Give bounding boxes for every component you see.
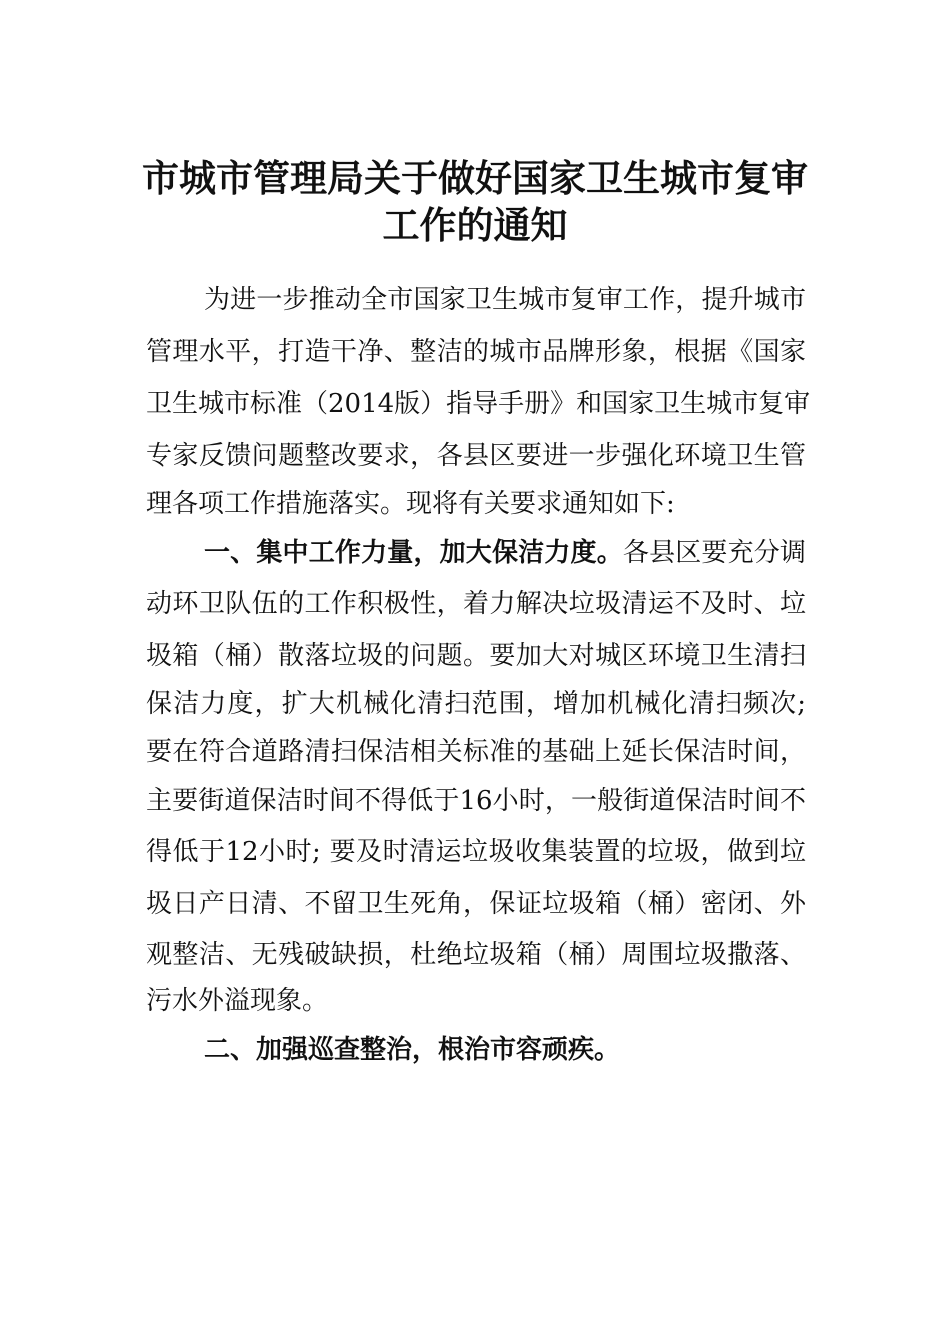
intro-line: 为进一步推动全市国家卫生城市复审工作，提升城市	[204, 285, 806, 315]
section1-line: 污水外溢现象。	[146, 986, 329, 1016]
document-title-line-2: 工作的通知	[382, 203, 568, 247]
section1-line: 观整洁、无残破缺损，杜绝垃圾箱（桶）周围垃圾撒落、	[146, 940, 806, 970]
section1-text: 各县区要充分调	[622, 538, 806, 568]
section1-line: 圾日产日清、不留卫生死角，保证垃圾箱（桶）密闭、外	[146, 889, 806, 919]
intro-line: 理各项工作措施落实。现将有关要求通知如下:	[146, 489, 675, 519]
section1-line: 圾箱（桶）散落垃圾的问题。要加大对城区环境卫生清扫	[146, 641, 806, 671]
section1-line: 主要街道保洁时间不得低于16小时，一般街道保洁时间不	[146, 786, 806, 816]
section1-heading: 一、集中工作力量，加大保洁力度。	[204, 538, 623, 568]
intro-line: 专家反馈问题整改要求，各县区要进一步强化环境卫生管	[146, 441, 806, 471]
section1-line: 动环卫队伍的工作积极性，着力解决垃圾清运不及时、垃	[146, 589, 806, 619]
section1-line: 要在符合道路清扫保洁相关标准的基础上延长保洁时间，	[146, 737, 806, 767]
intro-line: 卫生城市标准（2014版）指导手册》和国家卫生城市复审	[146, 389, 811, 419]
intro-line: 管理水平，打造干净、整洁的城市品牌形象，根据《国家	[146, 337, 806, 367]
section1-first-line	[204, 535, 806, 571]
document-title-line-1: 市城市管理局关于做好国家卫生城市复审	[142, 156, 808, 200]
section1-line: 保洁力度，扩大机械化清扫范围，增加机械化清扫频次;	[146, 689, 806, 719]
section1-line: 得低于12小时; 要及时清运垃圾收集装置的垃圾，做到垃	[146, 837, 806, 867]
section2-heading: 二、加强巡查整治，根治市容顽疾。	[204, 1035, 621, 1065]
